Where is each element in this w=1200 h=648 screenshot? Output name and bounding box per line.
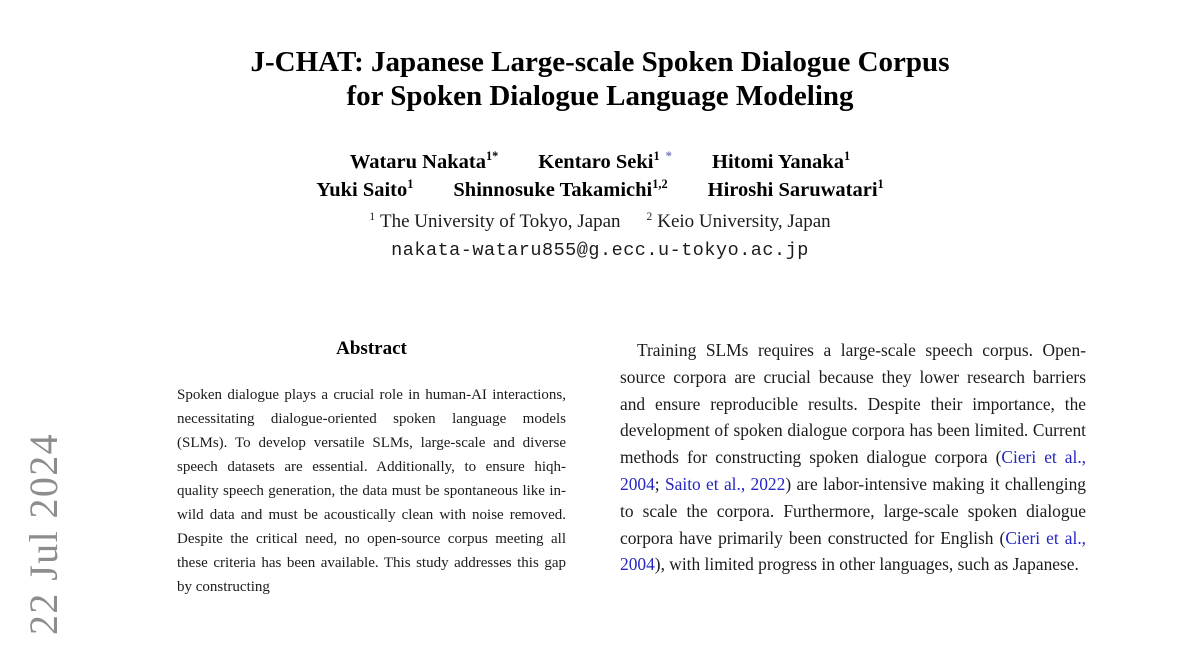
author-name-text: Wataru Nakata: [349, 151, 486, 173]
arxiv-date-watermark: 22 Jul 2024: [21, 432, 66, 635]
author-block: [0, 149, 1200, 204]
author-affiliation-superscript: 1: [407, 176, 414, 191]
affiliation-superscript: 2: [646, 210, 653, 223]
author-row-1: [0, 149, 1200, 177]
body-text-segment: ) are labor-intensive making it challenging to scale the corpora. Furthermore, large-scale spoken dialogue corpora have primarily been constructed for English (: [620, 473, 1086, 548]
author-name: [316, 177, 413, 205]
author-affiliation-superscript: 1: [877, 176, 884, 191]
author-affiliation-superscript: 1,2: [652, 176, 668, 191]
author-row-2: [0, 177, 1200, 205]
contact-email-line: [0, 238, 1200, 264]
footnote-star-link[interactable]: *: [665, 149, 673, 164]
paper-title-line-2: for Spoken Dialogue Language Modeling: [346, 79, 854, 112]
affiliation-superscript: 1: [369, 210, 376, 223]
author-name-text: Shinnosuke Takamichi: [453, 178, 653, 201]
author-name: [712, 149, 850, 177]
abstract-paragraph: Spoken dialogue plays a crucial role in human-AI interactions, necessitating dialogue-oriented spoken language models (SLMs). To develop versatile SLMs, large-scale and diverse speech datasets are essential. Additionally, to ensure hiqh-quality speech generation, the data must be spontaneous like in-wild data and must be acoustically clean with noise removed. Despite the critical need, no open-source corpus meeting all these criteria has been available. This study addresses this gap by constructing: [177, 387, 566, 595]
author-name-text: Hiroshi Saruwatari: [707, 178, 878, 201]
paper-title-line-1: J-CHAT: Japanese Large-scale Spoken Dialogue Corpus: [250, 46, 950, 78]
author-name: [708, 177, 884, 205]
author-affiliation-superscript: 1*: [485, 149, 499, 164]
author-name-text: Yuki Saito: [316, 178, 408, 201]
author-affiliation-superscript: 1: [653, 149, 660, 164]
citation-link[interactable]: Cieri et al., 2004: [620, 447, 1087, 494]
citation-link[interactable]: Cieri et al., 2004: [620, 527, 1087, 575]
abstract-section: [177, 337, 566, 599]
affiliation-line: [0, 209, 1200, 235]
affiliation-item: [647, 209, 831, 235]
citation-link[interactable]: Saito et al., 2022: [664, 473, 786, 494]
author-name-text: Kentaro Seki: [538, 151, 654, 173]
author-name: [453, 177, 667, 205]
affiliation-text: The University of Tokyo, Japan: [380, 211, 621, 232]
body-text-segment: ;: [654, 473, 665, 494]
abstract-heading: Abstract: [336, 338, 407, 359]
paper-title: [0, 46, 1200, 113]
contact-email-link[interactable]: nakata-wataru855@g.ecc.u-tokyo.ac.jp: [391, 240, 809, 261]
body-text-segment: ), with limited progress in other languages, such as Japanese.: [654, 554, 1079, 575]
author-affiliation-superscript: 1: [843, 149, 851, 164]
author-name: [350, 149, 498, 177]
author-name-text: Hitomi Yanaka: [712, 151, 844, 173]
author-name: [538, 149, 672, 177]
affiliation-text: Keio University, Japan: [657, 211, 831, 232]
affiliation-item: [369, 209, 620, 235]
body-text-segment: Training SLMs requires a large-scale speech corpus. Open-source corpora are crucial because they lower research barriers and ensure reproducible results. Despite their importance, the development of spoken dialogue corpora has been limited. Current methods for constructing spoken dialogue corpora (: [620, 340, 1086, 468]
introduction-paragraph: [620, 337, 1086, 578]
